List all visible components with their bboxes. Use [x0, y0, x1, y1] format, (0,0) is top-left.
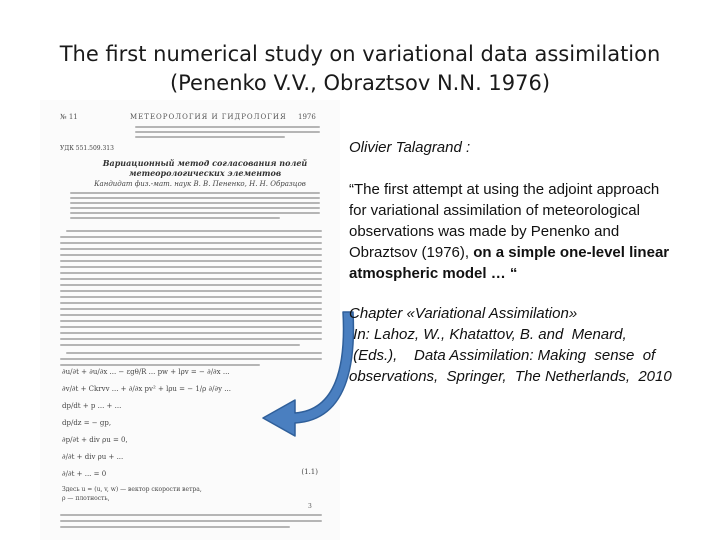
quote-emphasis: atmospheric model … “: [349, 265, 518, 282]
scan-equation: dp/dt + p ... + ...: [62, 402, 122, 410]
arrow-shape: [263, 312, 353, 436]
quote-line: [349, 200, 714, 221]
scan-page-number: 3: [308, 503, 312, 510]
scan-footnote: Здесь u = (u, v, w) — вектор скорости ветра,: [62, 486, 202, 493]
scan-paper-title-line2: метеорологических элементов: [128, 168, 282, 178]
slide-title-line2: (Penenko V.V., Obraztsov N.N. 1976): [169, 71, 551, 95]
quote-text: observations was made by Penenko and: [349, 223, 620, 240]
scan-equation: ∂/∂t + div ρu + ...: [62, 453, 124, 461]
scan-equation-number: (1.1): [301, 468, 318, 476]
quote-block: [349, 137, 714, 387]
quote-author: Olivier Talagrand :: [349, 139, 471, 156]
quote-line: [349, 242, 714, 263]
scan-paper-authors: Кандидат физ.-мат. наук В. В. Пененко, Н. Н. Образцов: [94, 180, 306, 188]
scan-journal-name: МЕТЕОРОЛОГИЯ И ГИДРОЛОГИЯ: [130, 113, 287, 121]
scan-equation: ∂/∂t + ... = 0: [62, 470, 107, 478]
scan-paper-title-line1: Вариационный метод согласования полей: [102, 158, 308, 168]
reference-line: (Eds.), Data Assimilation: Making sense of: [349, 347, 656, 364]
quote-line: [349, 179, 714, 200]
quote-line: [349, 263, 714, 284]
reference-line: Chapter «Variational Assimilation»: [349, 305, 578, 322]
quote-emphasis: on a simple one-level linear: [473, 244, 670, 261]
scan-udk: УДК 551.509.313: [60, 145, 114, 152]
scan-page-marker: № 11: [60, 113, 78, 121]
scan-equation: ∂v/∂t + Ckrvv ... + ∂/∂x pv² + lρu = − 1/ρ ∂/∂y ...: [62, 385, 231, 393]
quote-text: Obraztsov (1976),: [349, 244, 474, 261]
quote-text: “The first attempt at using the adjoint approach: [349, 181, 660, 198]
reference-line: In: Lahoz, W., Khatattov, B. and Menard,: [349, 326, 627, 343]
scan-equation: ∂u/∂t + ∂u/∂x ... − εgθ/R ... pw + lρv = − ∂/∂x ...: [62, 368, 230, 376]
scan-equation: dp/dz = − gp,: [62, 419, 112, 427]
slide-title-line1: The first numerical study on variational data assimilation: [59, 42, 661, 66]
scan-year: 1976: [298, 113, 316, 121]
scan-equation: ∂p/∂t + div ρu = 0,: [62, 436, 128, 444]
quote-line: [349, 221, 714, 242]
reference-line: observations, Springer, The Netherlands, 2010: [349, 368, 672, 385]
scan-footnote: ρ — плотность,: [62, 495, 110, 502]
quote-text: for variational assimilation of meteorological: [349, 202, 640, 219]
